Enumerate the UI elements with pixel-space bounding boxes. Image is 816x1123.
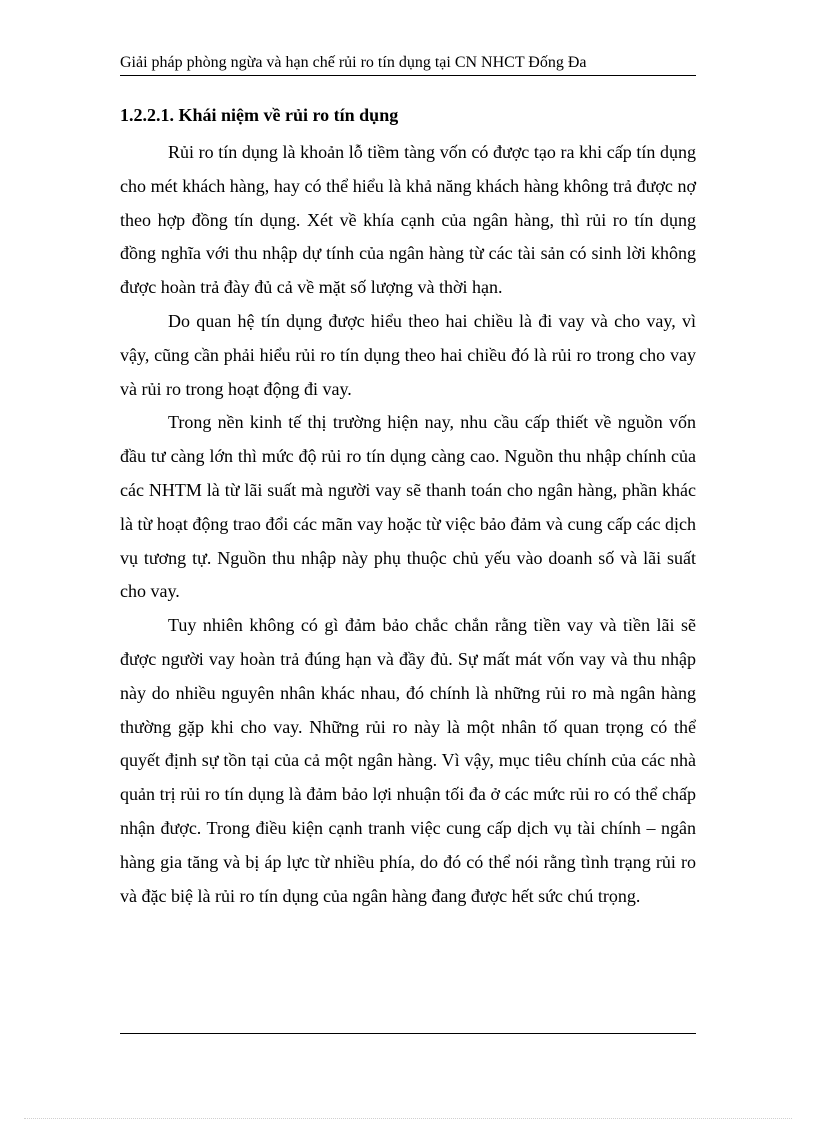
page-header [120, 50, 696, 76]
paragraph-two-directions: Do quan hệ tín dụng được hiểu theo hai chiều là đi vay và cho vay, vì vậy, cũng cần phải hiểu rủi ro tín dụng theo hai chiều đó là rủi ro trong cho vay và rủi ro trong hoạt động đi vay. [120, 310, 696, 399]
document-body [120, 102, 696, 913]
paragraph-definition: Rủi ro tín dụng là khoản lỗ tiềm tàng vốn có được tạo ra khi cấp tín dụng cho mét khách hàng, hay có thể hiểu là khả năng khách hàng không trả được nợ theo hợp đồng tín dụng. Xét về khía cạnh của ngân hàng, thì rủi ro tín dụng đồng nghĩa với thu nhập dự tính của ngân hàng từ các tài sản có sinh lời không được hoàn trả đày đủ cả về mặt số lượng và thời hạn. [120, 142, 696, 298]
header-title: Giải pháp phòng ngừa và hạn chế rủi ro tín dụng tại CN NHCT Đống Đa [120, 54, 587, 71]
page-bottom-dotted-line [24, 1118, 792, 1119]
section-heading: 1.2.2.1. Khái niệm về rủi ro tín dụng [120, 105, 399, 125]
paragraph-risk-management: Tuy nhiên không có gì đảm bảo chắc chắn rằng tiền vay và tiền lãi sẽ được người vay hoàn trả đúng hạn và đầy đủ. Sự mất mát vốn vay và thu nhập này do nhiều nguyên nhân khác nhau, đó chính là những rủi ro mà ngân hàng thường gặp khi cho vay. Những rủi ro này là một nhân tố quan trọng có thể quyết định sự tồn tại của cả một ngân hàng. Vì vậy, mục tiêu chính của các nhà quản trị rủi ro tín dụng là đảm bảo lợi nhuận tối đa ở các mức rủi ro có thể chấp nhận được. Trong điều kiện cạnh tranh việc cung cấp dịch vụ tài chính – ngân hàng gia tăng và bị áp lực từ nhiều phía, do đó có thể nói rằng tình trạng rủi ro và đặc biệ là rủi ro tín dụng của ngân hàng đang được hết sức chú trọng. [120, 615, 696, 906]
footer-divider [120, 1033, 696, 1034]
paragraph-market-economy: Trong nền kinh tế thị trường hiện nay, nhu cầu cấp thiết về nguồn vốn đầu tư càng lớn thì mức độ rủi ro tín dụng càng cao. Nguồn thu nhập chính của các NHTM là từ lãi suất mà người vay sẽ thanh toán cho ngân hàng, phần khác là từ hoạt động trao đổi các mãn vay hoặc từ việc bảo đảm và cung cấp các dịch vụ tương tự. Nguồn thu nhập này phụ thuộc chủ yếu vào doanh số và lãi suất cho vay. [120, 412, 696, 602]
